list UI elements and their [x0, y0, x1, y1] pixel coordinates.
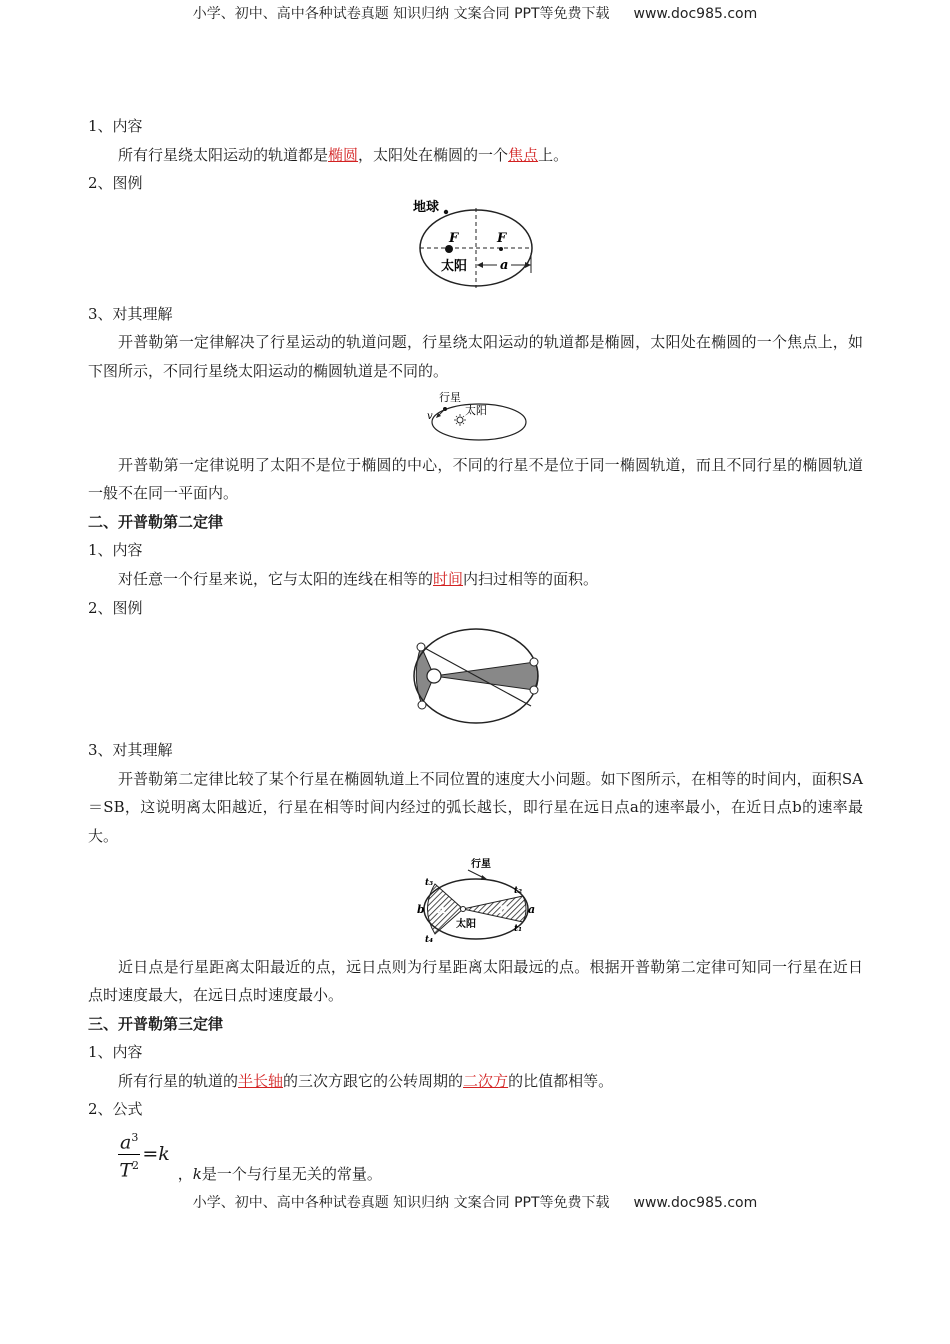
- planet-marker: [417, 643, 425, 651]
- sun-circle: [427, 669, 441, 683]
- highlight-semi-major-axis: 半长轴: [238, 1071, 284, 1090]
- law1-content-label: 1、内容: [88, 117, 143, 135]
- law1-understand-para1: 开普勒第一定律解决了行星运动的轨道问题，行星绕太阳运动的轨道都是椭圆，太阳处在椭圆的一个焦点上，如下图所示，不同行星绕太阳运动的椭圆轨道是不同的。: [88, 333, 863, 380]
- svg-text:行星: 行星: [470, 858, 491, 870]
- svg-text:t₂: t₂: [513, 885, 522, 896]
- highlight-time: 时间: [433, 569, 464, 588]
- law3-content-label: 1、内容: [88, 1043, 143, 1062]
- kepler-third-law-formula: [88, 1124, 863, 1184]
- equal-area-diagram: [406, 626, 546, 726]
- svg-text:t₃: t₃: [424, 877, 433, 888]
- planet-marker: [418, 701, 426, 709]
- highlight-ellipse: 椭圆: [328, 145, 359, 164]
- page-header: [0, 3, 950, 23]
- speed-area-diagram: [416, 855, 536, 947]
- law1-understand-para2: 开普勒第一定律说明了太阳不是位于椭圆的中心，不同的行星不是位于同一椭圆轨道，而且不同行星的椭圆轨道一般不在同一平面内。: [88, 455, 863, 503]
- svg-text:F: F: [448, 230, 458, 246]
- law3-formula-label: 2、公式: [88, 1100, 143, 1119]
- svg-text:b: b: [416, 902, 425, 916]
- planet-marker: [530, 658, 538, 666]
- highlight-focus: 焦点: [508, 145, 539, 164]
- speed-area-figure: [88, 855, 863, 953]
- earth-dot: [443, 210, 447, 214]
- svg-text:v: v: [426, 410, 433, 422]
- highlight-square: 二次方: [463, 1071, 509, 1090]
- equal-area-figure: [88, 626, 863, 730]
- ellipse-focus-diagram: [411, 198, 541, 290]
- law2-figure-label: 2、图例: [88, 598, 143, 617]
- planet-marker: [530, 686, 538, 694]
- svg-text:t₁: t₁: [513, 923, 522, 934]
- svg-text:太阳: 太阳: [440, 258, 467, 274]
- law2-heading: 二、开普勒第二定律: [88, 512, 224, 531]
- header-url[interactable]: www.doc985.com: [633, 6, 758, 22]
- svg-text:A: A: [437, 904, 446, 916]
- law3-heading: 三、开普勒第三定律: [88, 1014, 224, 1033]
- footer-text: 小学、初中、高中各种试卷真题 知识归纳 文案合同 PPT等免费下载: [192, 1195, 610, 1211]
- svg-text:行星: 行星: [438, 390, 461, 404]
- formula-equals-k: =k: [142, 1143, 170, 1166]
- ellipse-focus-figure: [88, 198, 863, 293]
- law2-content-text: 对任意一个行星来说，它与太阳的连线在相等的时间内扫过相等的面积。: [118, 569, 599, 588]
- footer-url[interactable]: www.doc985.com: [633, 1195, 758, 1211]
- svg-text:t₄: t₄: [424, 934, 433, 945]
- svg-text:a: a: [527, 902, 535, 916]
- header-text: 小学、初中、高中各种试卷真题 知识归纳 文案合同 PPT等免费下载: [192, 6, 610, 22]
- sun-focus-dot: [445, 245, 453, 253]
- law1-figure-label: 2、图例: [88, 174, 143, 193]
- svg-text:a: a: [499, 257, 508, 273]
- svg-text:太阳: 太阳: [455, 918, 476, 930]
- law2-understand-label: 3、对其理解: [88, 741, 173, 760]
- sun-icon: [457, 417, 463, 423]
- law2-understand-para1: 开普勒第二定律比较了某个行星在椭圆轨道上不同位置的速度大小问题。如下图所示，在相等的时间内，面积SA＝SB，这说明离太阳越近，行星在相等时间内经过的弧长越长，即行星在远日点a的速率最小，在近日点b的速率最大。: [88, 769, 863, 845]
- document-body: [88, 112, 863, 1184]
- svg-text:F: F: [496, 230, 506, 246]
- law1-understand-label: 3、对其理解: [88, 304, 173, 323]
- law2-understand-para2: 近日点是行星距离太阳最近的点，远日点则为行星距离太阳最远的点。根据开普勒第二定律可知同一行星在近日点时速度最大，在远日点时速度最小。: [88, 957, 863, 1005]
- planet-orbit-diagram: [421, 386, 531, 444]
- page-footer: [0, 1192, 950, 1212]
- svg-text:太阳: 太阳: [464, 403, 487, 417]
- law2-content-label: 1、内容: [88, 541, 143, 560]
- law3-content-text: 所有行星的轨道的半长轴的三次方跟它的公转周期的二次方的比值都相等。: [118, 1071, 614, 1090]
- svg-text:B: B: [498, 904, 507, 916]
- formula-fraction: $\frac{a^3}{T^2}$: [118, 1127, 140, 1181]
- planet-orbit-figure: [88, 386, 863, 448]
- law1-content-text: 所有行星绕太阳运动的轨道都是椭圆，太阳处在椭圆的一个焦点上。: [118, 145, 569, 164]
- svg-text:地球: 地球: [412, 199, 439, 215]
- formula-description: ，k是一个与行星无关的常量。: [177, 1165, 382, 1184]
